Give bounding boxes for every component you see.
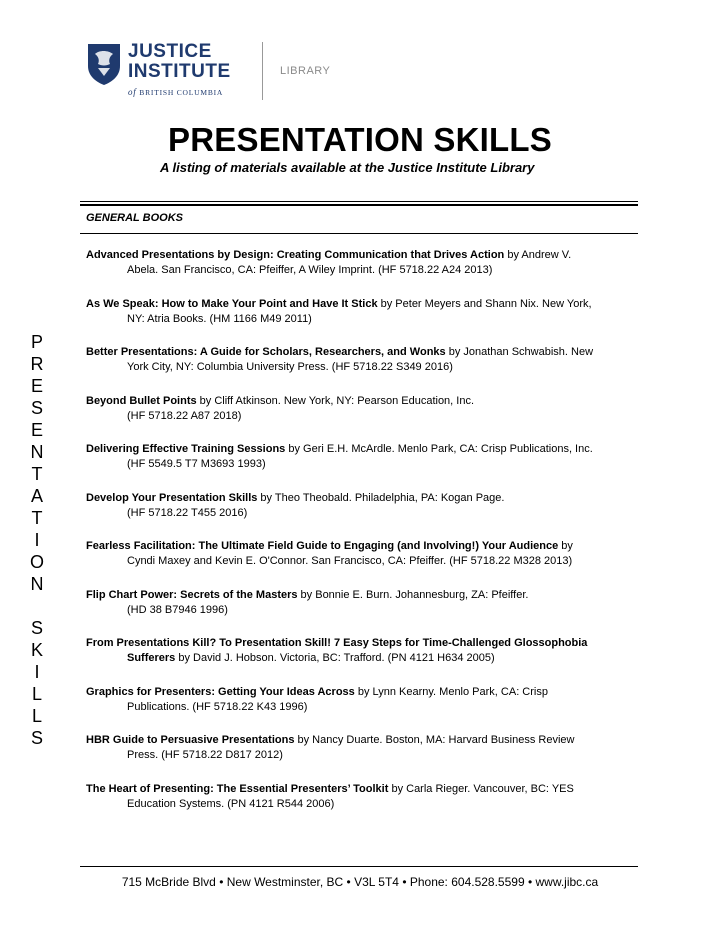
book-title: Advanced Presentations by Design: Creating Communication that Drives Action xyxy=(86,249,505,261)
book-publication: (HF 5718.22 A87 2018) xyxy=(127,409,242,422)
book-details: by Peter Meyers and Shann Nix. New York, xyxy=(377,297,592,310)
side-letter: I xyxy=(34,662,40,682)
book-publication: Education Systems. (PN 4121 R544 2006) xyxy=(127,797,335,810)
logo-divider xyxy=(262,42,263,100)
side-letter: S xyxy=(30,398,43,418)
jibc-library-logo xyxy=(86,40,346,104)
side-letter: T xyxy=(31,464,43,484)
book-details: by Jonathan Schwabish. New xyxy=(445,346,594,358)
side-letter: P xyxy=(30,332,43,352)
side-letter: T xyxy=(31,508,43,528)
book-title: Develop Your Presentation Skills xyxy=(86,491,258,504)
book-entry xyxy=(86,733,638,763)
footer-address: 715 McBride Blvd • New Westminster, BC • V3L 5T4 • Phone: 604.528.5599 • www.jibc.ca xyxy=(121,875,599,889)
side-letter: R xyxy=(30,354,44,374)
side-letter: A xyxy=(30,486,43,506)
book-entry xyxy=(86,297,638,327)
book-entry xyxy=(86,248,638,278)
book-title: Beyond Bullet Points xyxy=(86,394,197,407)
book-publication: NY: Atria Books. (HM 1166 M49 2011) xyxy=(127,312,312,325)
book-entry xyxy=(86,442,638,472)
book-details: by xyxy=(558,540,573,552)
book-publication: Press. (HF 5718.22 D817 2012) xyxy=(127,749,283,761)
book-title: Flip Chart Power: Secrets of the Masters xyxy=(86,588,298,601)
logo-text-bc: of BRITISH COLUMBIA xyxy=(128,87,224,97)
book-entry xyxy=(86,491,638,521)
book-publication: by David J. Hobson. Victoria, BC: Trafford. (PN 4121 H634 2005) xyxy=(175,652,495,664)
section-rule xyxy=(80,233,638,234)
book-publication: Cyndi Maxey and Kevin E. O'Connor. San Francisco, CA: Pfeiffer. (HF 5718.22 M328 2013) xyxy=(127,555,573,567)
book-entry xyxy=(86,588,638,618)
book-details: by Geri E.H. McArdle. Menlo Park, CA: Crisp Publications, Inc. xyxy=(285,443,593,455)
book-publication: (HD 38 B7946 1996) xyxy=(127,603,228,616)
book-title-continued: Sufferers xyxy=(127,652,176,664)
book-entry xyxy=(86,394,638,424)
book-title: As We Speak: How to Make Your Point and Have It Stick xyxy=(86,297,378,310)
book-publication: Abela. San Francisco, CA: Pfeiffer, A Wiley Imprint. (HF 5718.22 A24 2013) xyxy=(127,264,493,276)
side-letter: I xyxy=(34,530,40,550)
book-details: by Andrew V. xyxy=(504,249,572,261)
book-publication: Publications. (HF 5718.22 K43 1996) xyxy=(127,700,308,713)
book-entry xyxy=(86,539,638,569)
page-title: PRESENTATION SKILLS xyxy=(168,121,552,158)
header-rule-thick xyxy=(80,204,638,206)
side-letter: S xyxy=(30,728,43,748)
side-letter xyxy=(27,595,47,617)
side-letter: N xyxy=(30,442,44,462)
section-heading: GENERAL BOOKS xyxy=(86,212,183,224)
book-details: by Nancy Duarte. Boston, MA: Harvard Business Review xyxy=(294,734,575,746)
side-letter: S xyxy=(30,618,43,638)
book-details: by Theo Theobald. Philadelphia, PA: Kogan Page. xyxy=(257,491,505,504)
header-rule xyxy=(80,201,638,202)
book-title: HBR Guide to Persuasive Presentations xyxy=(86,734,295,746)
side-letter: N xyxy=(30,574,44,594)
book-details: by Bonnie E. Burn. Johannesburg, ZA: Pfeiffer. xyxy=(297,588,529,601)
book-details: by Lynn Kearny. Menlo Park, CA: Crisp xyxy=(354,685,548,698)
book-publication: York City, NY: Columbia University Press. (HF 5718.22 S349 2016) xyxy=(127,361,453,373)
book-details: by Cliff Atkinson. New York, NY: Pearson Education, Inc. xyxy=(196,394,475,407)
book-title: From Presentations Kill? To Presentation Skill! 7 Easy Steps for Time-Challenged Glossophobia xyxy=(86,637,588,649)
page-subtitle: A listing of materials available at the Justice Institute Library xyxy=(160,160,535,175)
side-letter: L xyxy=(31,706,42,726)
book-entry xyxy=(86,782,638,812)
book-title: Fearless Facilitation: The Ultimate Field Guide to Engaging (and Involving!) Your Audience xyxy=(86,540,559,552)
logo-text-institute: INSTITUTE xyxy=(128,61,231,82)
side-letter: E xyxy=(30,376,43,396)
book-publication: (HF 5718.22 T455 2016) xyxy=(127,506,248,519)
book-title: Delivering Effective Training Sessions xyxy=(86,443,286,455)
side-letter: K xyxy=(30,640,43,660)
book-publication: (HF 5549.5 T7 M3693 1993) xyxy=(127,458,266,470)
book-entry xyxy=(86,636,638,666)
side-vertical-label xyxy=(27,331,47,749)
book-title: Graphics for Presenters: Getting Your Ideas Across xyxy=(86,685,355,698)
side-letter: L xyxy=(31,684,42,704)
logo-text-justice: JUSTICE xyxy=(128,41,212,62)
logo-text-library: LIBRARY xyxy=(280,65,331,77)
book-entry xyxy=(86,345,638,375)
side-letter: O xyxy=(29,552,44,572)
book-title: The Heart of Presenting: The Essential Presenters’ Toolkit xyxy=(86,782,389,795)
book-entry xyxy=(86,685,638,715)
book-title: Better Presentations: A Guide for Scholars, Researchers, and Wonks xyxy=(86,346,446,358)
shield-crest-icon xyxy=(86,42,122,86)
footer-rule xyxy=(80,866,638,867)
book-details: by Carla Rieger. Vancouver, BC: YES xyxy=(388,782,574,795)
side-letter: E xyxy=(30,420,43,440)
